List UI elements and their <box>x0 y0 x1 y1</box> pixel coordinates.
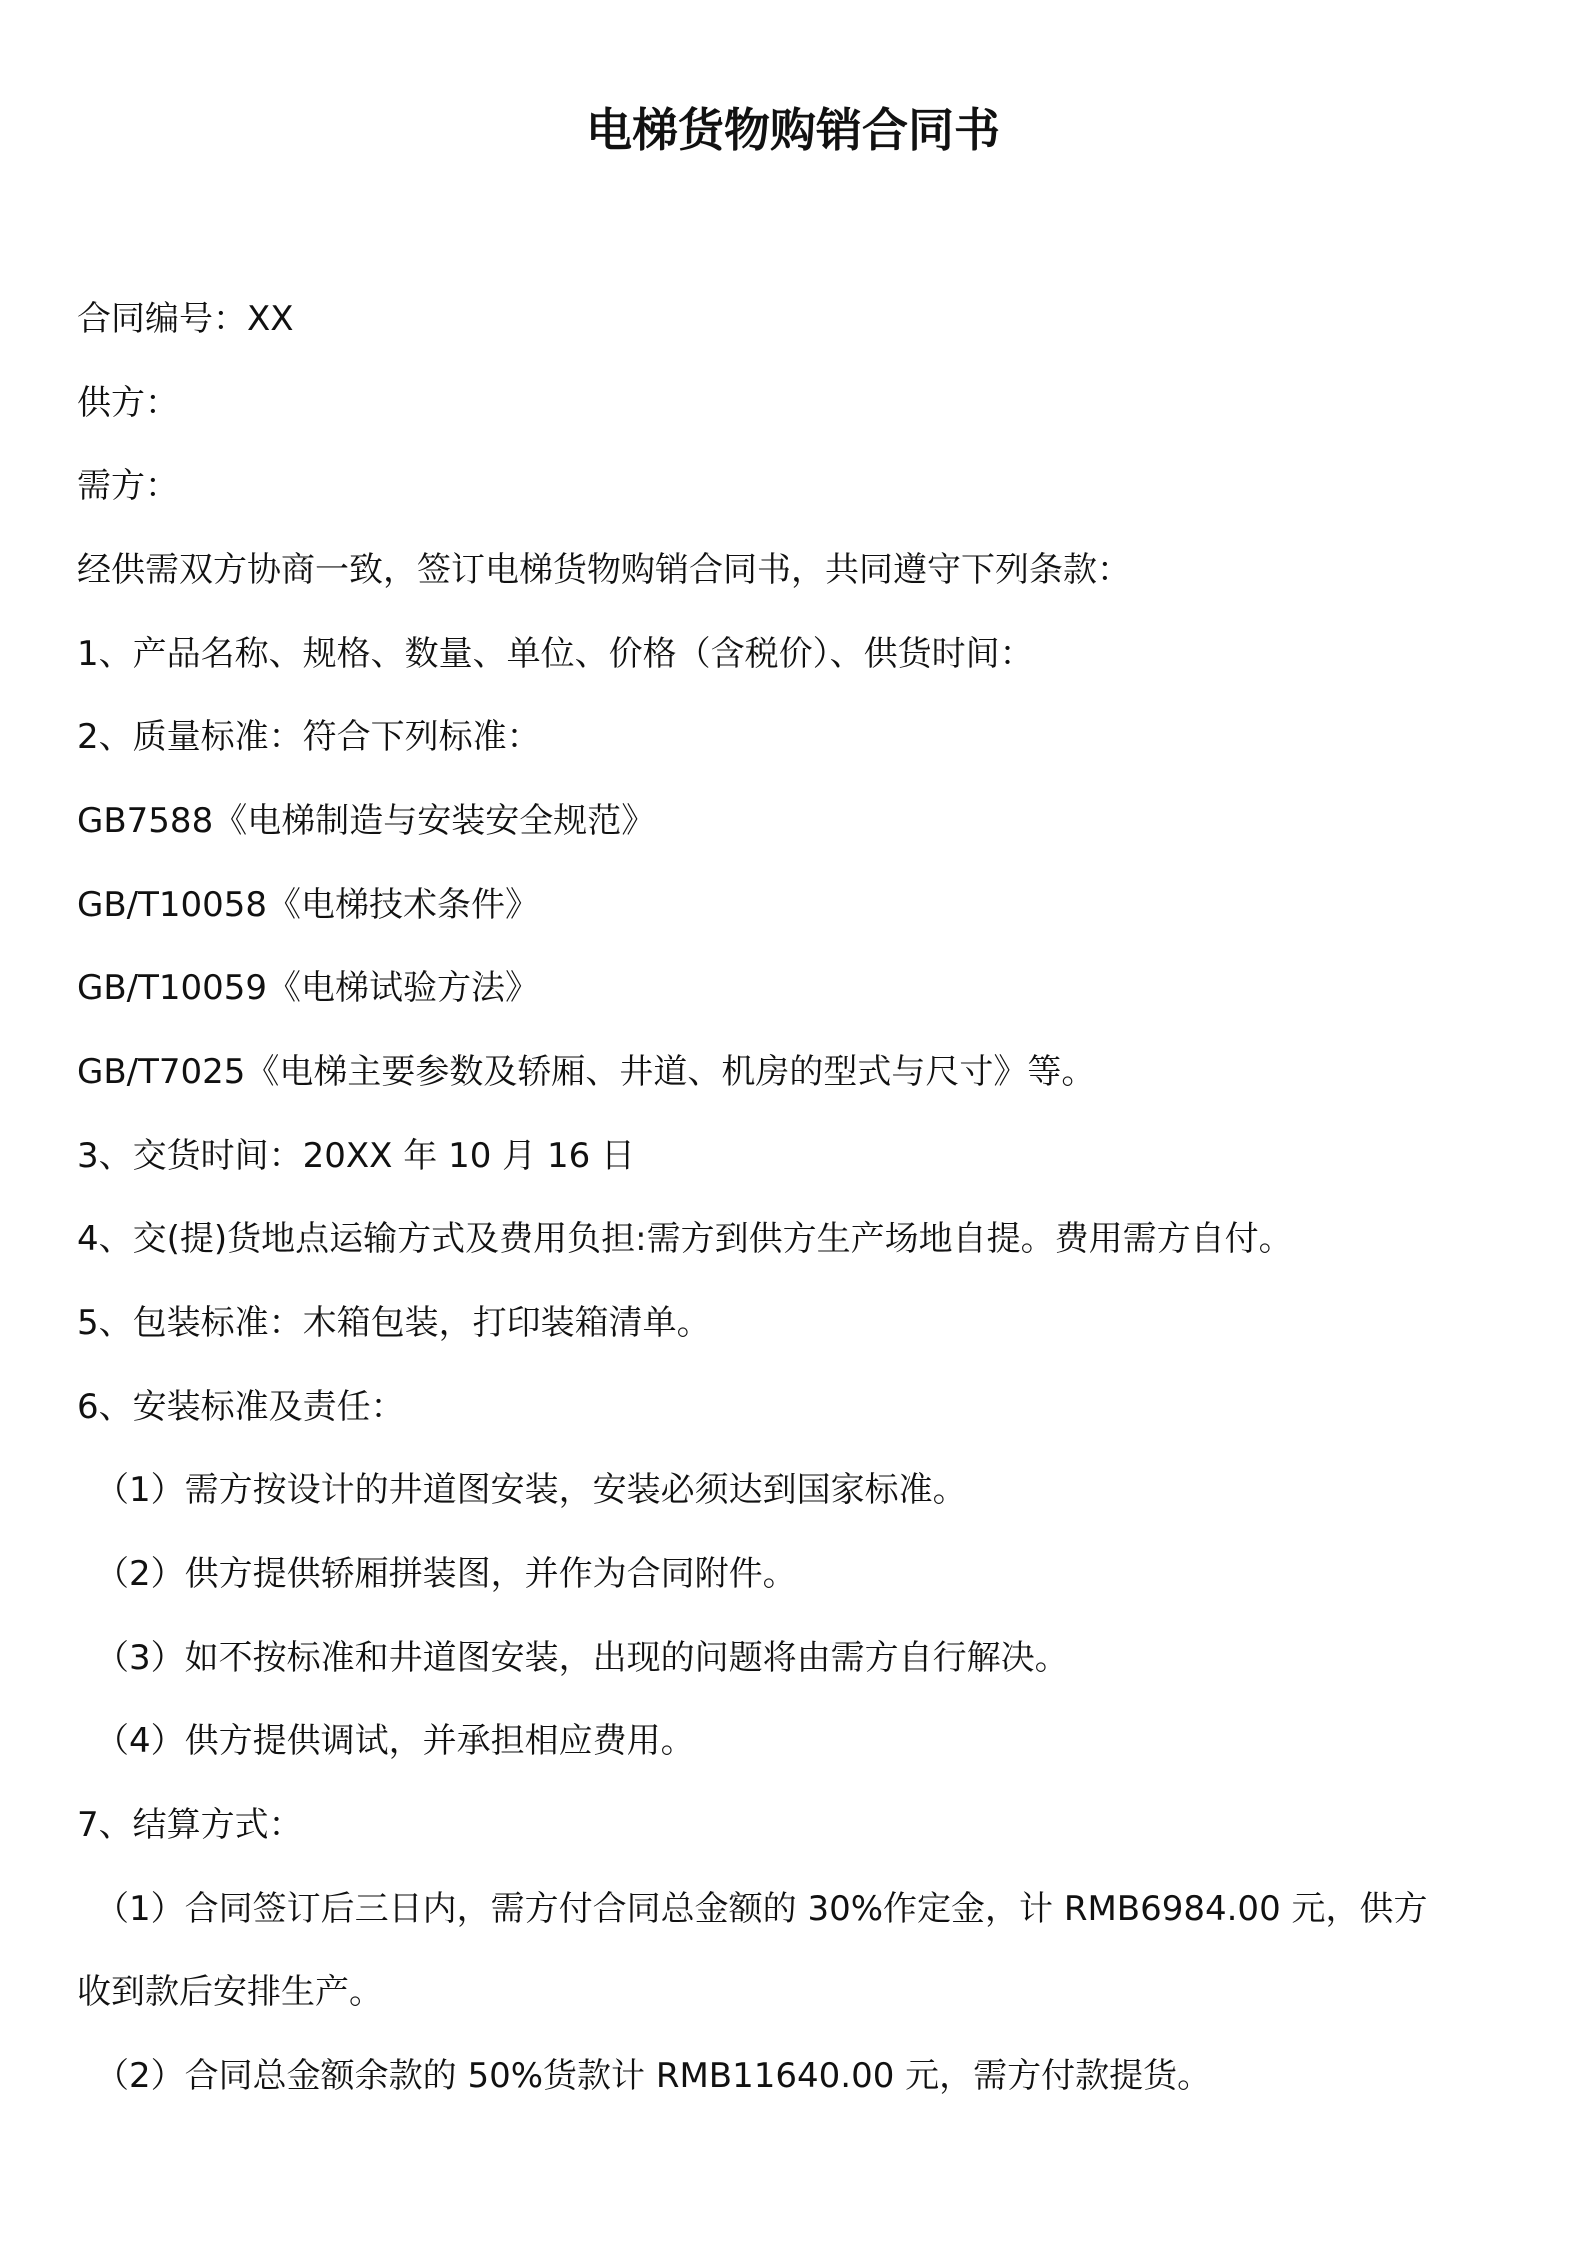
preamble-line: 经供需双方协商一致，签订电梯货物购销合同书，共同遵守下列条款： <box>77 550 1131 590</box>
clause-5-line: 5、包装标准：木箱包装，打印装箱清单。 <box>77 1303 711 1343</box>
clause-2-line: 2、质量标准：符合下列标准： <box>77 717 541 757</box>
clause-6-item: （4）供方提供调试，并承担相应费用。 <box>95 1721 695 1761</box>
standard-line: GB/T10058《电梯技术条件》 <box>77 885 540 925</box>
standard-line: GB/T7025《电梯主要参数及轿厢、井道、机房的型式与尺寸》等。 <box>77 1052 1096 1092</box>
clause-6-item: （1）需方按设计的井道图安装，安装必须达到国家标准。 <box>95 1470 967 1510</box>
clause-7-item: （2）合同总金额余款的 50%货款计 RMB11640.00 元，需方付款提货。 <box>95 2056 1212 2096</box>
contract-number-line: 合同编号：XX <box>77 299 294 339</box>
clause-4-line: 4、交(提)货地点运输方式及费用负担:需方到供方生产场地自提。费用需方自付。 <box>77 1219 1293 1259</box>
clause-7-item: （1）合同签订后三日内，需方付合同总金额的 30%作定金，计 RMB6984.00 元，供方 <box>95 1889 1428 1929</box>
clause-1-line: 1、产品名称、规格、数量、单位、价格（含税价）、供货时间： <box>77 634 1034 674</box>
clause-3-line: 3、交货时间：20XX 年 10 月 16 日 <box>77 1136 636 1176</box>
clause-6-item: （3）如不按标准和井道图安装，出现的问题将由需方自行解决。 <box>95 1638 1069 1678</box>
document-title: 电梯货物购销合同书 <box>586 103 1000 157</box>
supplier-line: 供方： <box>77 383 179 423</box>
standard-line: GB/T10059《电梯试验方法》 <box>77 968 540 1008</box>
clause-6-line: 6、安装标准及责任： <box>77 1387 405 1427</box>
clause-6-item: （2）供方提供轿厢拼装图，并作为合同附件。 <box>95 1554 797 1594</box>
standard-line: GB7588《电梯制造与安装安全规范》 <box>77 801 656 841</box>
clause-7-item-continuation: 收到款后安排生产。 <box>77 1972 383 2012</box>
clause-7-line: 7、结算方式： <box>77 1805 303 1845</box>
buyer-line: 需方： <box>77 466 179 506</box>
